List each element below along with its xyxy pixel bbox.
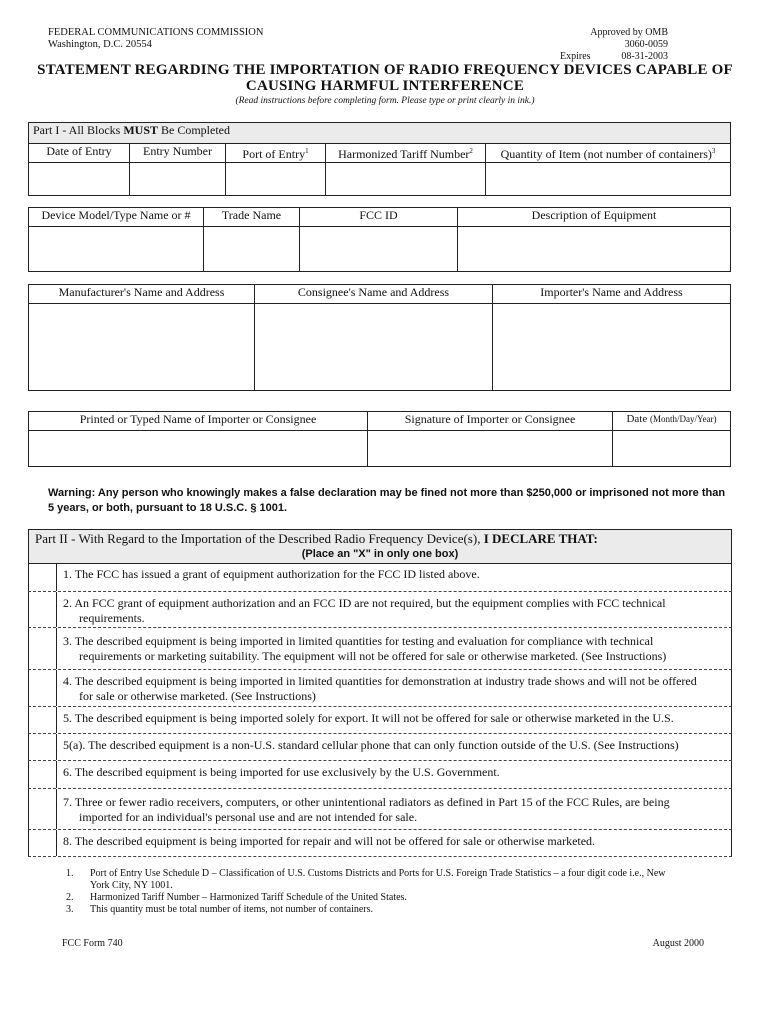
addresses-table <box>28 284 731 391</box>
signature-field[interactable] <box>368 431 613 467</box>
expires-date: 08-31-2003 <box>621 51 668 62</box>
consignee-label: Consignee's Name and Address <box>255 285 493 304</box>
declaration-item-8 <box>28 830 732 857</box>
part2-intro: - With Regard to the Importation of the Described Radio Frequency Device(s), <box>71 531 481 546</box>
quantity-label: Quantity of Item (not number of containers)$^3$ <box>486 144 731 163</box>
declaration-text-3: 3. The described equipment is being imported in limited quantities for testing and evaluation for compliance with technical requirements or marketing suitability. The equipment will not be offered for sale or otherwise marketed. (See Instructions) <box>63 634 667 663</box>
footnote-3: 3. This quantity must be total number of items, not number of containers. <box>66 904 374 915</box>
quantity-field[interactable] <box>486 163 731 196</box>
declaration-text-4: 4. The described equipment is being imported in limited quantities for demonstration at industry trade shows and will not be offered for sale or otherwise marketed. (See Instructions) <box>63 674 697 703</box>
date-format: (Month/Day/Year) <box>649 414 717 424</box>
warning-text: Warning: Any person who knowingly makes a false declaration may be fined not more than $250,000 or imprisoned not more than 5 years, or both, pursuant to 18 U.S.C. § 1001. <box>48 487 726 514</box>
declaration-checkbox-6[interactable] <box>29 761 57 788</box>
agency-location: Washington, D.C. 20554 <box>48 39 152 50</box>
consignee-field[interactable] <box>255 304 493 391</box>
importer-label: Importer's Name and Address <box>493 285 731 304</box>
declaration-text-1: 1. The FCC has issued a grant of equipment authorization for the FCC ID listed above. <box>63 567 480 581</box>
printed-name-label: Printed or Typed Name of Importer or Consignee <box>29 412 368 431</box>
device-model-field[interactable] <box>29 227 204 272</box>
date-field[interactable] <box>613 431 731 467</box>
trade-name-field[interactable] <box>204 227 300 272</box>
part1-intro-end: Be Completed <box>161 123 231 137</box>
declaration-item-5 <box>28 707 732 734</box>
part1-intro: - All Blocks <box>62 123 121 137</box>
date-of-entry-field[interactable] <box>29 163 130 196</box>
declaration-item-6 <box>28 761 732 789</box>
declaration-checkbox-3[interactable] <box>29 628 57 669</box>
agency-header <box>48 27 263 51</box>
form-title-line2: CAUSING HARMFUL INTERFERENCE <box>245 78 525 94</box>
device-model-label: Device Model/Type Name or # <box>29 208 204 227</box>
omb-number: 3060-0059 <box>624 39 668 50</box>
declaration-text-2: 2. An FCC grant of equipment authorization and an FCC ID are not required, but the equipment complies with FCC technical requirements. <box>63 596 666 625</box>
fcc-id-label: FCC ID <box>300 208 458 227</box>
declaration-text-5a: 5(a). The described equipment is a non-U.S. standard cellular phone that can only function outside of the U.S. (See Instructions) <box>63 738 679 752</box>
footnote-ref-1: 1 <box>305 147 309 155</box>
manufacturer-label: Manufacturer's Name and Address <box>29 285 255 304</box>
declaration-checkbox-2[interactable] <box>29 592 57 627</box>
footnote-ref-3: 3 <box>711 147 716 155</box>
description-field[interactable] <box>458 227 731 272</box>
footnotes <box>66 868 736 916</box>
part1-header <box>29 123 731 144</box>
declaration-item-1 <box>28 563 732 592</box>
device-table <box>28 207 731 272</box>
part2-instruction: (Place an "X" in only one box) <box>301 548 459 560</box>
port-of-entry-label: Port of Entry$^1$ <box>226 144 326 163</box>
declaration-item-3 <box>28 628 732 670</box>
part1-entry-table <box>28 122 731 196</box>
form-number: FCC Form 740 <box>62 938 123 949</box>
declaration-item-5a <box>28 734 732 761</box>
entry-number-field[interactable] <box>130 163 226 196</box>
printed-name-field[interactable] <box>29 431 368 467</box>
footnote-1: 1. Port of Entry Use Schedule D – Classification of U.S. Customs Districts and Ports for U.S. Foreign Trade Statistics – a four digit code i.e., New York City, NY 1001. <box>66 868 666 891</box>
declaration-checkbox-5[interactable] <box>29 707 57 733</box>
declaration-item-4 <box>28 670 732 707</box>
declaration-checkbox-7[interactable] <box>29 789 57 829</box>
declaration-item-2 <box>28 592 732 628</box>
footnote-ref-2: 2 <box>469 147 473 155</box>
part1-must: MUST <box>123 123 159 137</box>
expires-label: Expires <box>560 51 591 62</box>
declaration-checkbox-1[interactable] <box>29 563 57 591</box>
part1-label: Part I <box>33 123 60 137</box>
manufacturer-field[interactable] <box>29 304 255 391</box>
declaration-checkbox-8[interactable] <box>29 830 57 856</box>
declaration-checkbox-5a[interactable] <box>29 734 57 760</box>
entry-number-label: Entry Number <box>130 144 226 163</box>
declaration-text-7: 7. Three or fewer radio receivers, computers, or other unintentional radiators as defined in Part 15 of the FCC Rules, are being imported for an individual's personal use and are not intended for sale. <box>63 795 670 824</box>
form-instructions: (Read instructions before completing form. Please type or print clearly in ink.) <box>235 96 535 106</box>
trade-name-label: Trade Name <box>204 208 300 227</box>
part2-declare: I DECLARE THAT: <box>483 531 598 546</box>
description-label: Description of Equipment <box>458 208 731 227</box>
form-title-line1: STATEMENT REGARDING THE IMPORTATION OF RADIO FREQUENCY DEVICES CAPABLE OF <box>37 62 733 78</box>
importer-field[interactable] <box>493 304 731 391</box>
port-of-entry-field[interactable] <box>226 163 326 196</box>
form-date: August 2000 <box>652 938 704 949</box>
signature-table <box>28 411 731 467</box>
tariff-number-label: Harmonized Tariff Number$^2$ <box>326 144 486 163</box>
signature-label: Signature of Importer or Consignee <box>368 412 613 431</box>
declaration-text-8: 8. The described equipment is being imported for repair and will not be offered for sale or otherwise marketed. <box>63 834 596 848</box>
tariff-number-field[interactable] <box>326 163 486 196</box>
date-label: Date (Month/Day/Year) <box>613 412 731 431</box>
declaration-text-6: 6. The described equipment is being imported for use exclusively by the U.S. Government. <box>63 765 500 779</box>
declaration-text-5: 5. The described equipment is being imported solely for export. It will not be offered for sale or otherwise marketed in the U.S. <box>63 711 674 725</box>
part2-label: Part II <box>35 531 68 546</box>
declaration-checkbox-4[interactable] <box>29 670 57 706</box>
agency-name: FEDERAL COMMUNICATIONS COMMISSION <box>48 27 264 38</box>
footnote-2: 2. Harmonized Tariff Number – Harmonized Tariff Schedule of the United States. <box>66 892 407 903</box>
date-of-entry-label: Date of Entry <box>29 144 130 163</box>
declaration-item-7 <box>28 789 732 830</box>
part2-title <box>29 530 731 548</box>
form-title <box>20 62 750 94</box>
part2-header <box>28 529 732 564</box>
omb-approval <box>560 27 668 63</box>
fcc-id-field[interactable] <box>300 227 458 272</box>
omb-approved-label: Approved by OMB <box>590 27 668 38</box>
